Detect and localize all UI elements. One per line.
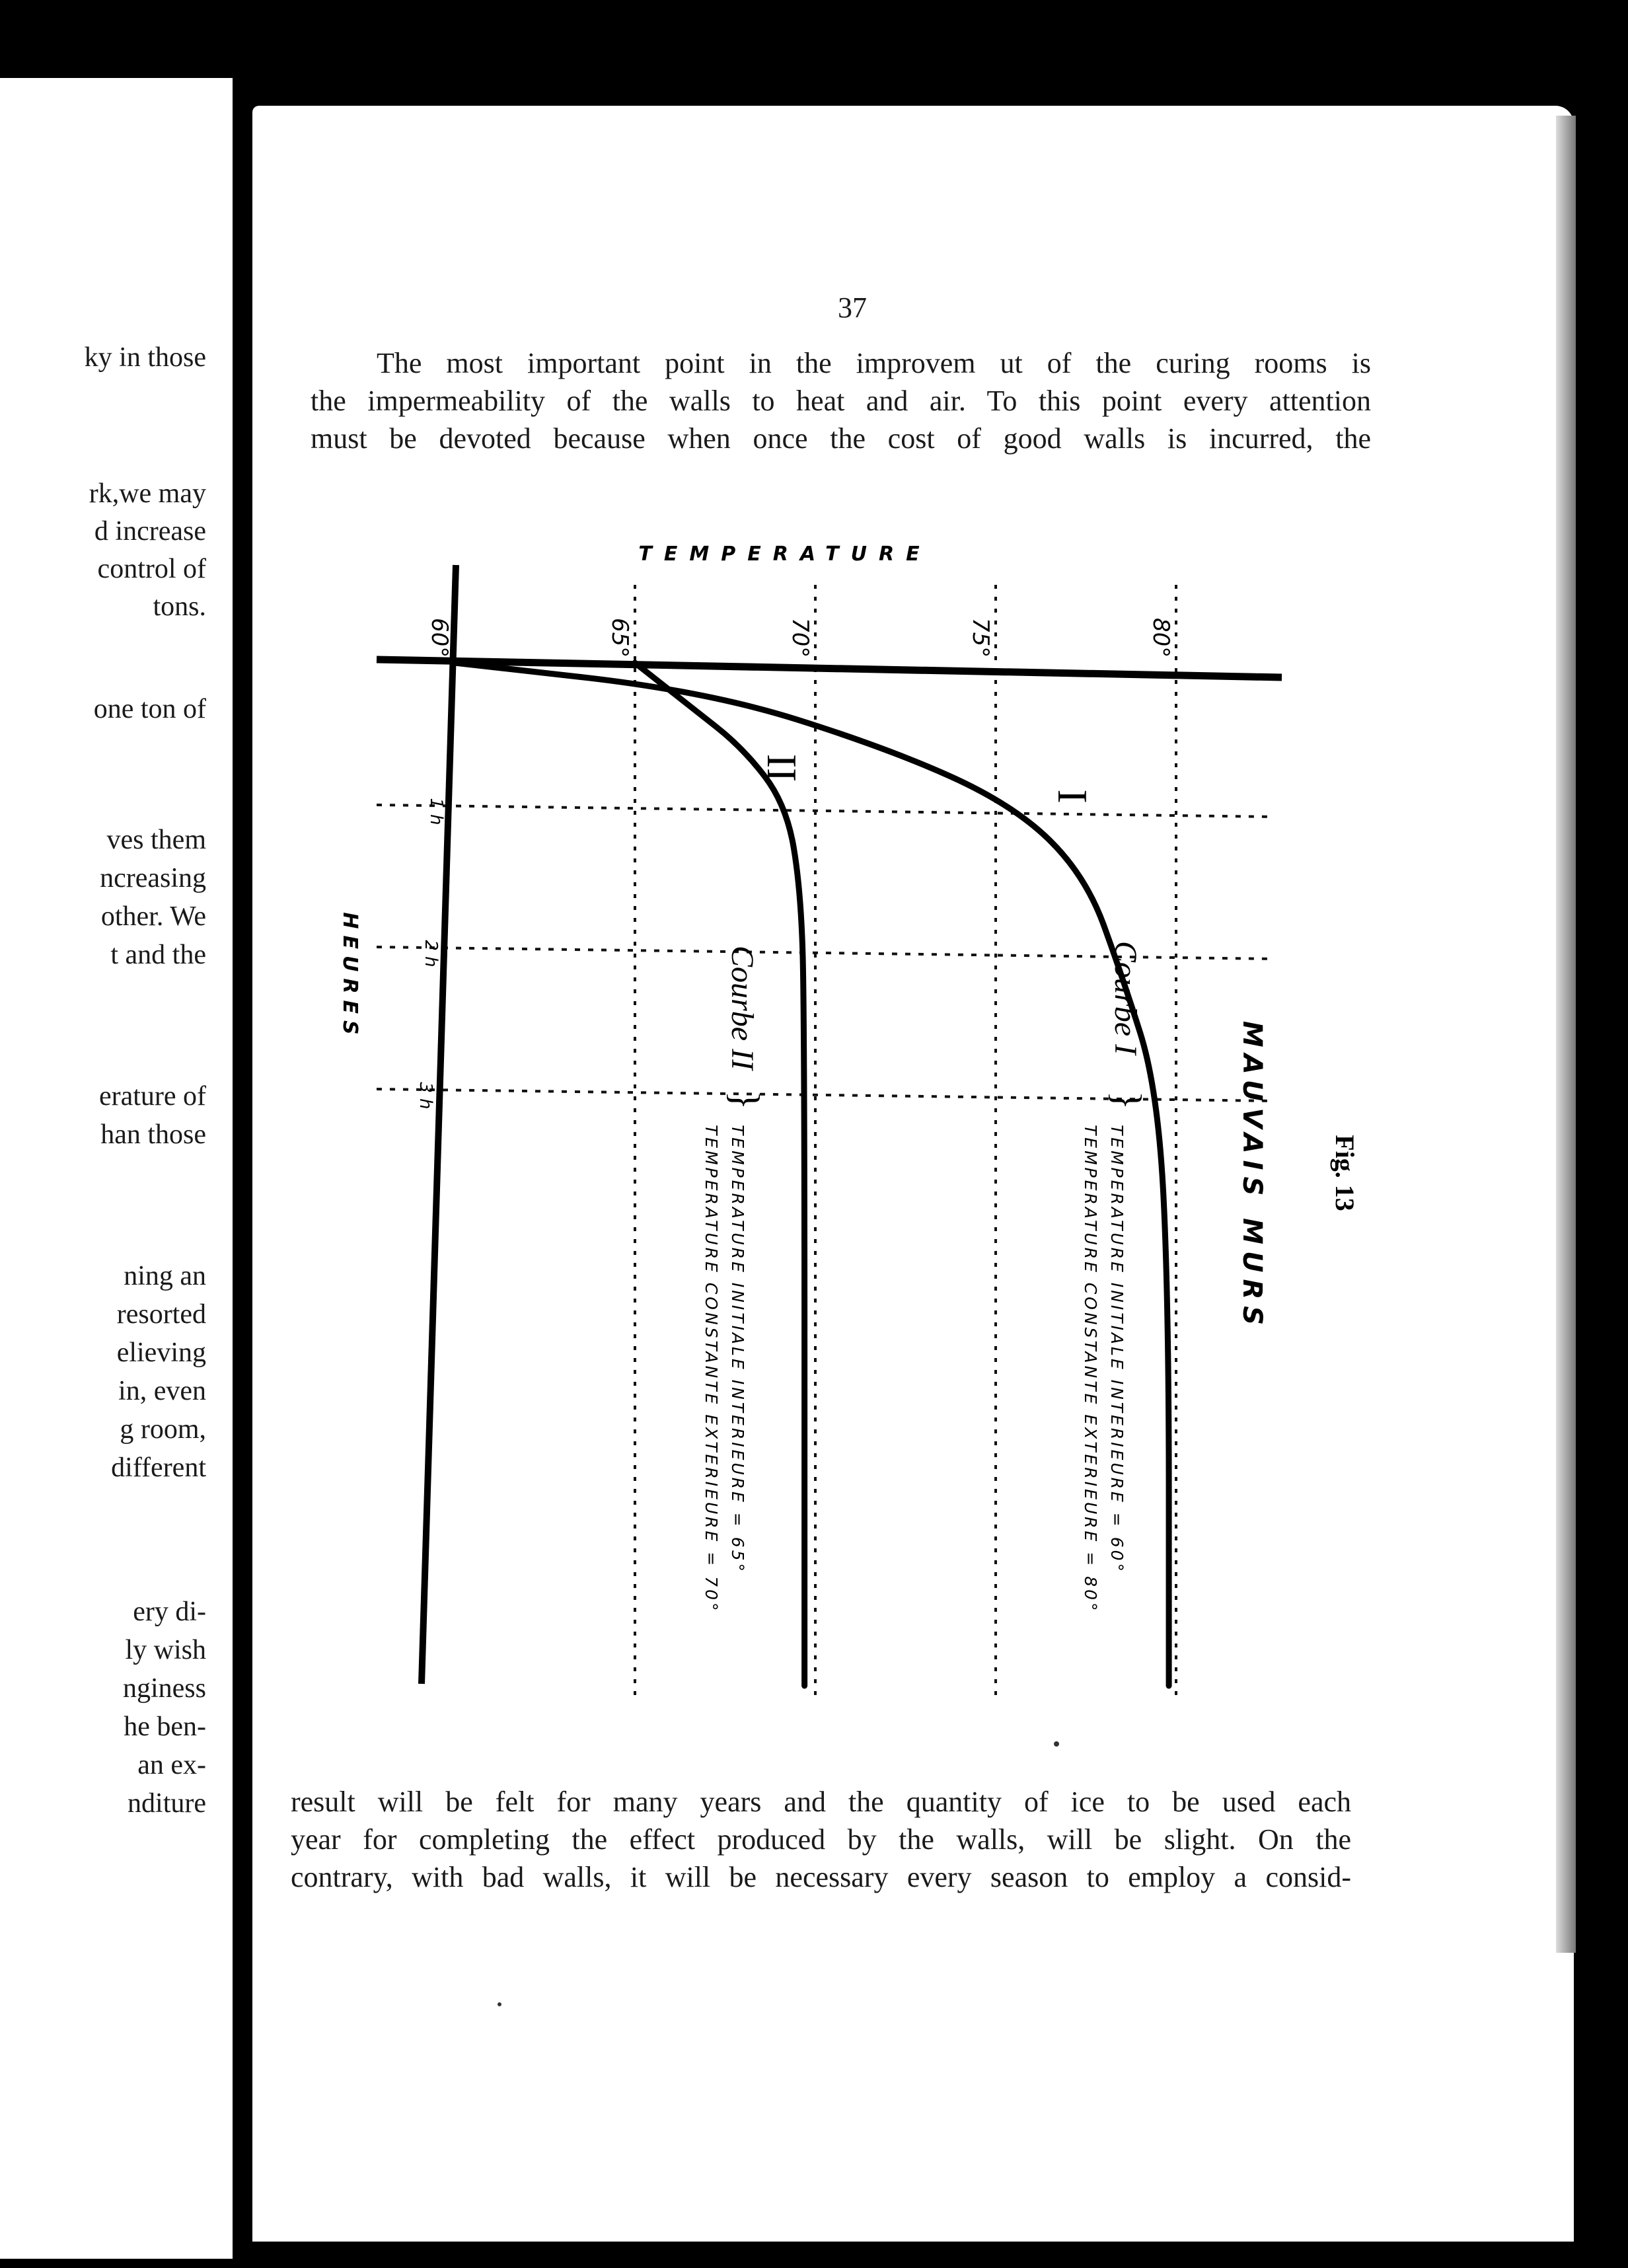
temperature-tick-label: 60° xyxy=(426,618,453,658)
paragraph-line: the impermeability of the walls to heat and air. To this point every attention xyxy=(311,385,1371,417)
left-page-line: ery di- xyxy=(133,1597,206,1627)
left-page-line: other. We xyxy=(100,901,206,932)
left-page-line: erature of xyxy=(98,1081,206,1112)
left-page-line: nginess xyxy=(123,1673,206,1704)
curve-marker-1: I xyxy=(1049,789,1096,804)
left-page-line: different xyxy=(111,1453,206,1483)
left-page-line: ky in those xyxy=(84,342,206,373)
courbe-2-legend-line: TEMPERATURE INITIALE INTERIEURE = 65° xyxy=(728,1125,747,1575)
left-page-line: in, even xyxy=(118,1376,206,1406)
temperature-tick-label: 75° xyxy=(967,618,994,658)
paragraph-line: The most important point in the improvem ut of the curing rooms is xyxy=(377,347,1371,379)
left-page-line: nditure xyxy=(128,1788,206,1819)
ink-speck xyxy=(1054,1741,1059,1747)
left-page-line: ves them xyxy=(106,825,206,855)
left-page-line: elieving xyxy=(116,1338,206,1368)
left-page-line: ning an xyxy=(124,1261,206,1291)
paragraph-line: must be devoted because when once the cost of good walls is incurred, the xyxy=(311,422,1371,455)
temperature-tick-label: 70° xyxy=(787,618,813,658)
paragraph-line: result will be felt for many years and the quantity of ice to be used each xyxy=(291,1786,1351,1818)
brace: } xyxy=(723,1090,767,1110)
temperature-tick-label: 80° xyxy=(1148,618,1174,658)
gridlines xyxy=(377,585,1272,1702)
left-page-line: d increase xyxy=(94,516,206,547)
hours-axis xyxy=(422,565,456,1684)
left-page-line: one ton of xyxy=(93,694,206,724)
hours-axis-label: HEURES xyxy=(338,912,361,1041)
temperature-tick-label: 65° xyxy=(607,618,633,658)
horizontal-gridline xyxy=(377,805,1272,817)
hour-tick-label: 3 h xyxy=(416,1082,435,1110)
courbe-1-legend-line: TEMPERATURE CONSTANTE EXTERIEURE = 80° xyxy=(1081,1125,1100,1614)
paragraph-line: contrary, with bad walls, it will be necessary every season to employ a consid- xyxy=(291,1861,1351,1893)
page-number: 37 xyxy=(838,291,867,324)
figure-title: MAUVAIS MURS xyxy=(1237,1020,1267,1332)
courbe-1-legend-line: TEMPERATURE INITIALE INTERIEURE = 60° xyxy=(1107,1125,1127,1575)
left-page-line: han those xyxy=(100,1119,206,1150)
left-page-line: ly wish xyxy=(125,1635,206,1665)
left-page-line: tons. xyxy=(153,591,206,622)
left-page-line: an ex- xyxy=(137,1750,206,1780)
left-page-line: ncreasing xyxy=(100,863,206,893)
courbe-2-legend-line: TEMPERATURE CONSTANTE EXTERIEURE = 70° xyxy=(702,1125,721,1614)
figure-caption: Fig. 13 xyxy=(1330,1135,1360,1211)
brace: } xyxy=(1105,1090,1149,1110)
curve-name-2: Courbe II xyxy=(725,946,760,1070)
curve-marker-2: II xyxy=(758,753,805,782)
left-page-line: rk,we may xyxy=(89,478,206,509)
curves xyxy=(455,663,1169,1686)
hour-tick-label: 2 h xyxy=(421,940,441,967)
left-page-line: control of xyxy=(97,554,206,584)
paragraph-line: year for completing the effect produced by the walls, will be slight. On the xyxy=(291,1823,1351,1856)
left-page-line: g room, xyxy=(120,1414,206,1445)
curve-name-1: Courbe I xyxy=(1108,941,1143,1055)
ink-speck xyxy=(498,2002,501,2006)
left-page-line: he ben- xyxy=(124,1712,206,1742)
axis-title: TEMPERATURE xyxy=(638,543,932,566)
labels xyxy=(338,543,1360,1614)
hour-tick-label: 1 h xyxy=(426,798,446,825)
curve-1 xyxy=(455,663,1169,1686)
left-page-line: resorted xyxy=(116,1299,206,1330)
left-page-line: t and the xyxy=(110,940,206,970)
